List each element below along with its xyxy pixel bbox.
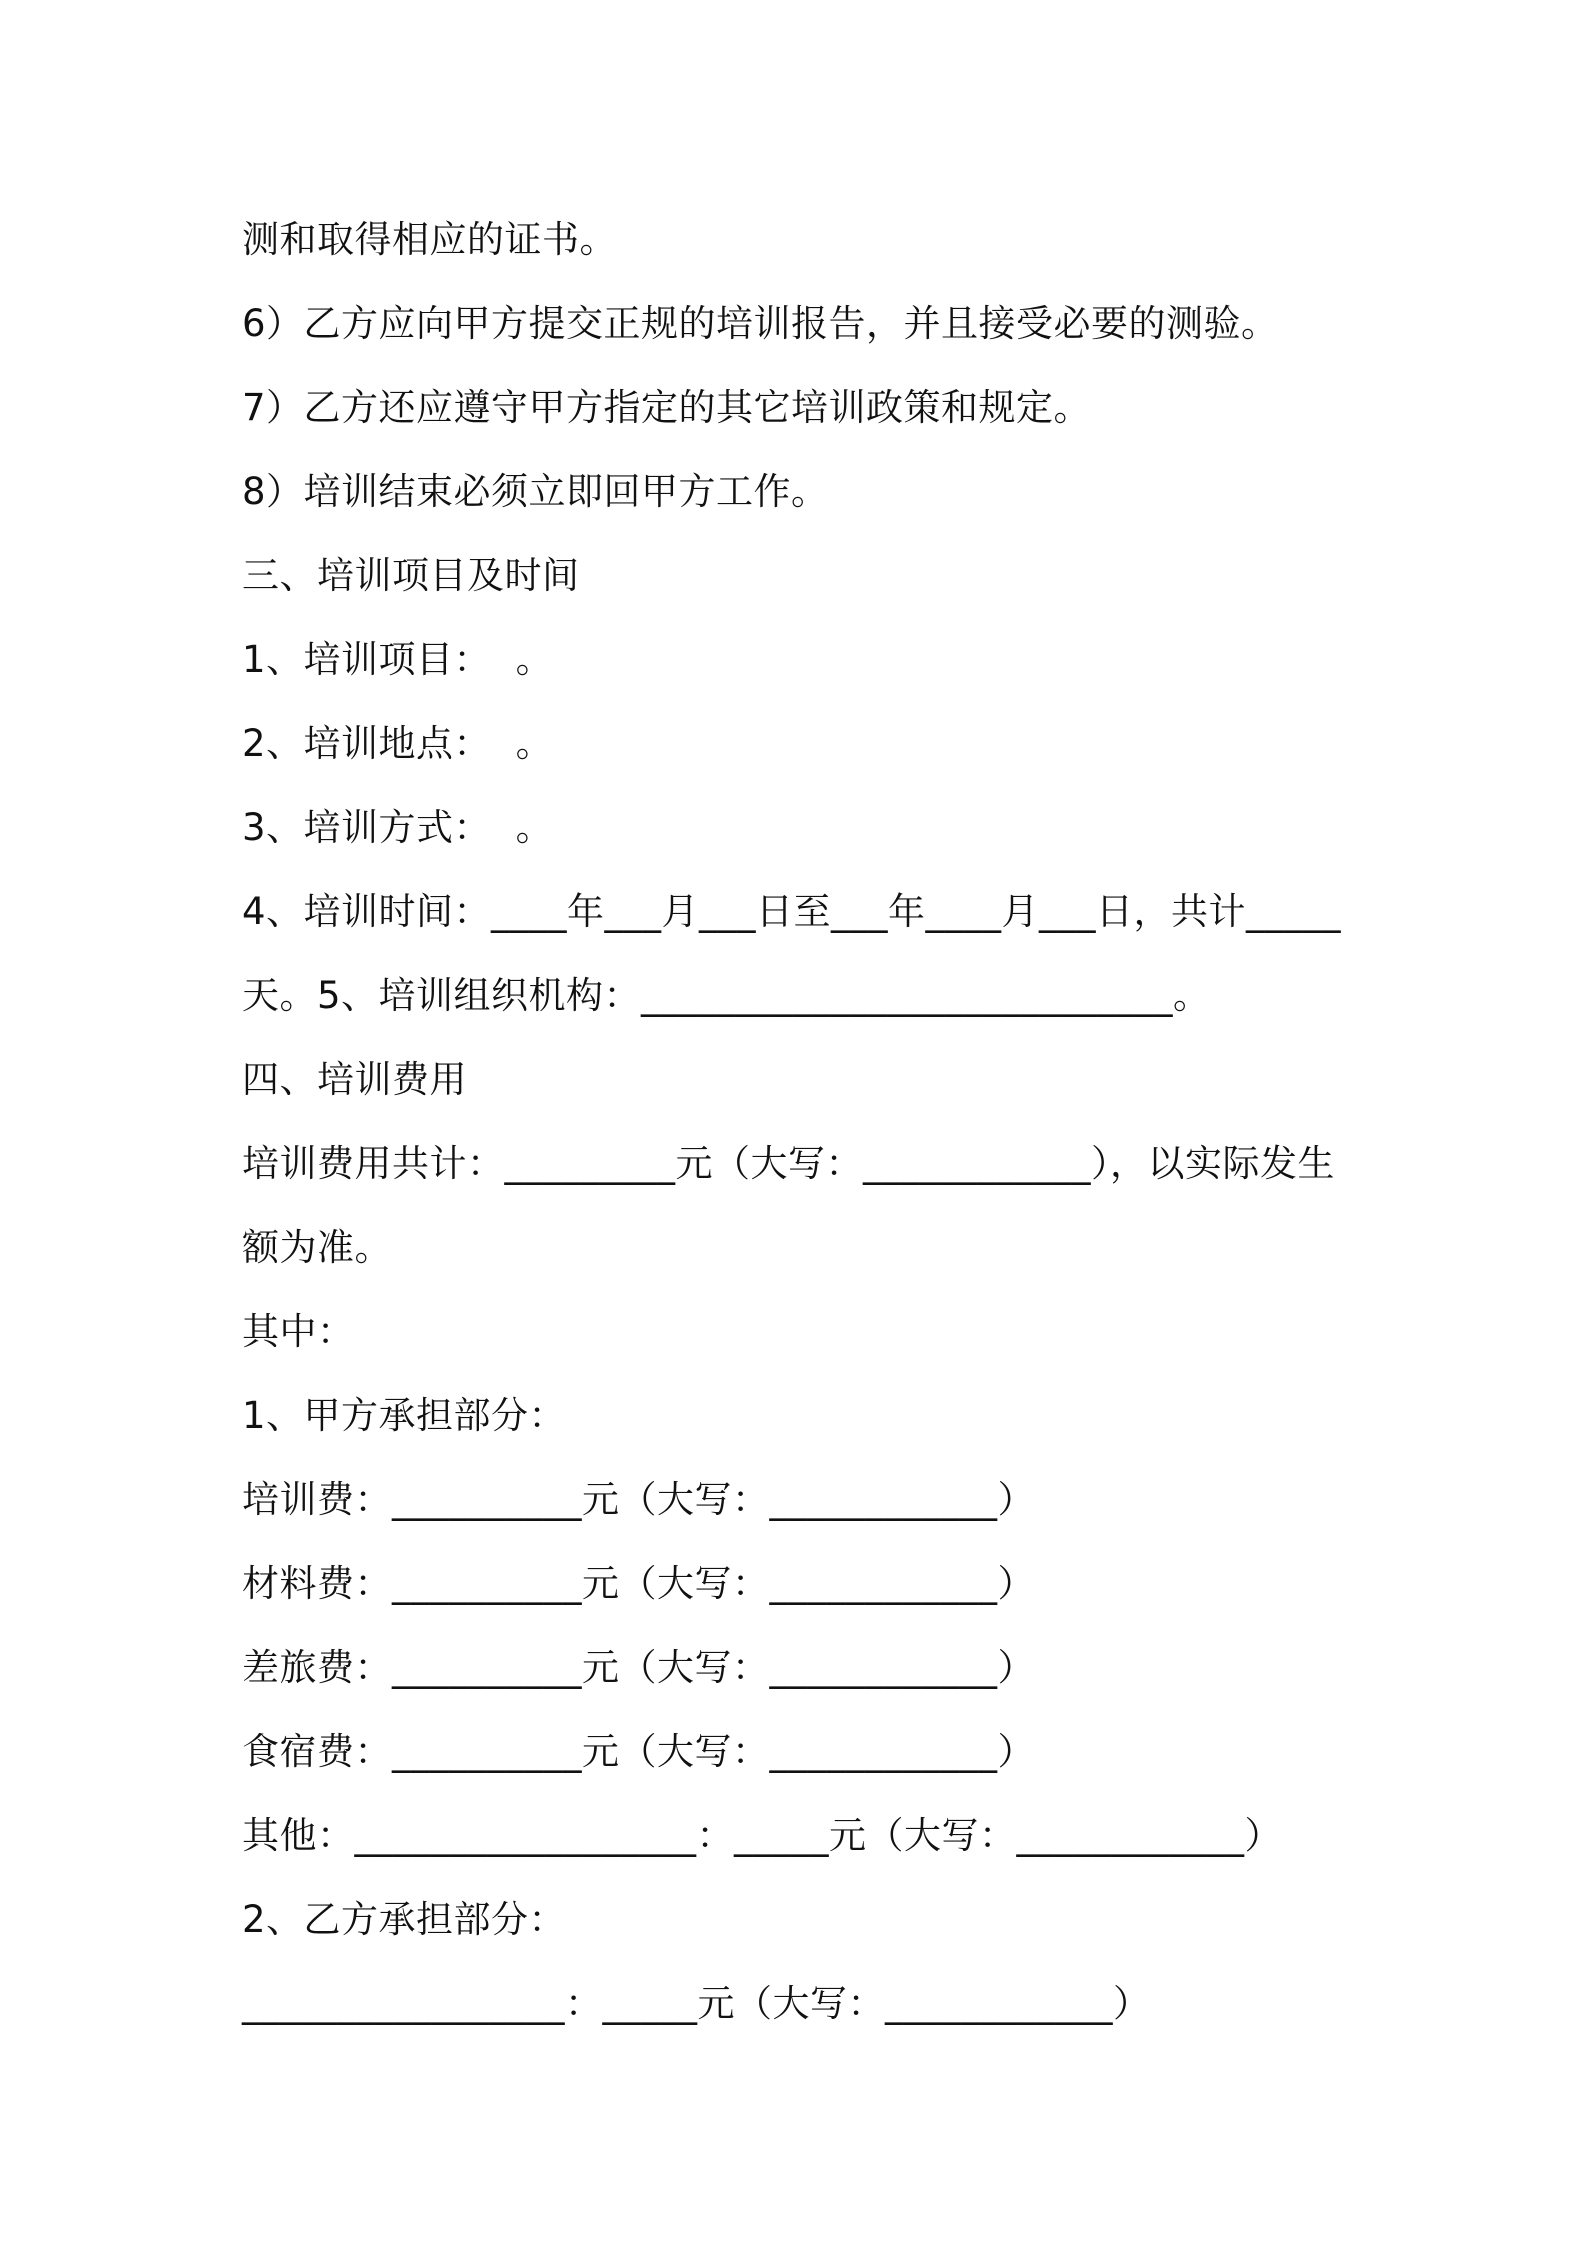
text-line: 2、培训地点： 。 — [242, 722, 554, 765]
text-line: 差旅费：__________元（大写：____________） — [242, 1646, 1035, 1689]
text-line: 6）乙方应向甲方提交正规的培训报告，并且接受必要的测验。 — [242, 302, 1279, 345]
text-line: 1、甲方承担部分： — [242, 1394, 567, 1437]
text-line: 培训费用共计：_________元（大写：____________），以实际发生 — [242, 1142, 1335, 1185]
text-line: _________________：_____元（大写：____________） — [242, 1982, 1151, 2025]
text-line: 天。5、培训组织机构：____________________________。 — [242, 974, 1211, 1017]
section-heading: 三、培训项目及时间 — [242, 554, 580, 597]
section-heading: 四、培训费用 — [242, 1058, 467, 1101]
text-line: 8）培训结束必须立即回甲方工作。 — [242, 470, 829, 513]
text-line: 测和取得相应的证书。 — [242, 218, 617, 261]
document-body — [242, 198, 1362, 2046]
text-line: 4、培训时间：____年___月___日至___年____月___日，共计_____ — [242, 890, 1342, 933]
text-line: 额为准。 — [242, 1226, 392, 1269]
text-line: 材料费：__________元（大写：____________） — [242, 1562, 1035, 1605]
text-line: 食宿费：__________元（大写：____________） — [242, 1730, 1035, 1773]
text-line: 2、乙方承担部分： — [242, 1898, 567, 1941]
text-line: 3、培训方式： 。 — [242, 806, 554, 849]
text-line: 1、培训项目： 。 — [242, 638, 554, 681]
text-line: 其他：__________________：_____元（大写：____________） — [242, 1814, 1282, 1857]
text-line: 7）乙方还应遵守甲方指定的其它培训政策和规定。 — [242, 386, 1092, 429]
text-line: 其中： — [242, 1310, 355, 1353]
text-line: 培训费：__________元（大写：____________） — [242, 1478, 1035, 1521]
